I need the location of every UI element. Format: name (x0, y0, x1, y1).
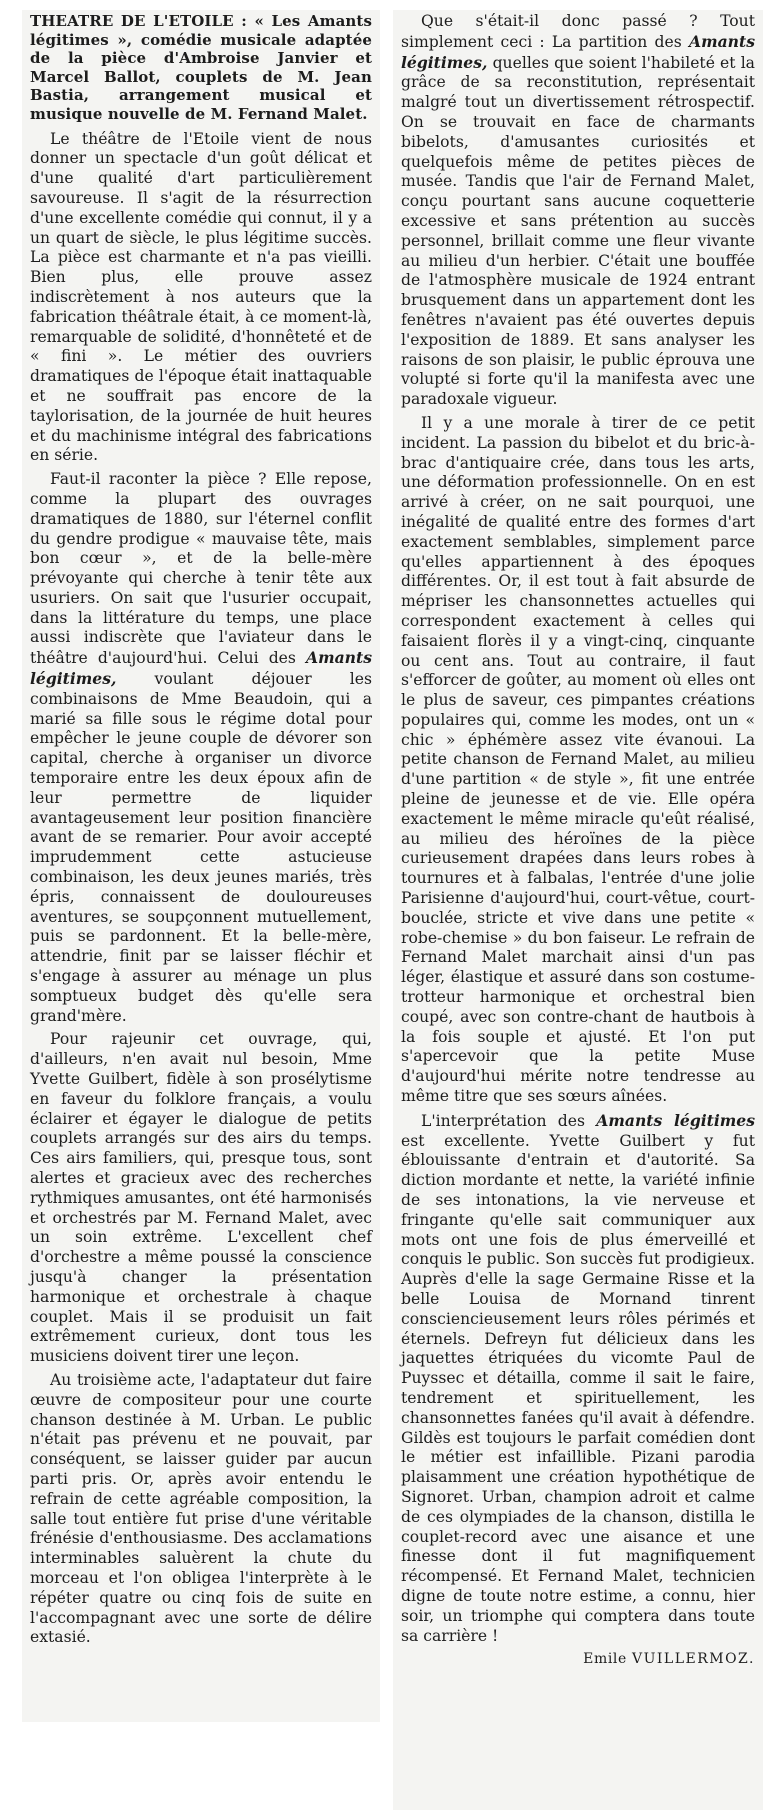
paragraph-3: Pour rajeunir cet ouvrage, qui, d'ailleurs, n'en avait nul besoin, Mme Yvette Guilbert, fidèle à son prosélytisme en faveur du folklore français, a voulu éclairer et égayer le dialogue de petits couplets arrangés sur des airs du temps. Ces airs familiers, qui, presque tous, sont alertes et gracieux avec des recherches rythmiques amusantes, ont été harmonisés et orchestrés par M. Fernand Malet, avec un soin extrême. L'excellent chef d'orchestre a même poussé la conscience jusqu'à changer la présentation harmonique et orchestrale à chaque couplet. Mais il se produisit un fait extrêmement curieux, dont tous les musiciens doivent tirer une leçon. (30, 1030, 372, 1366)
article-column-left (22, 10, 380, 1722)
play-title: Amants légitimes, (401, 31, 755, 72)
paragraph-6: Il y a une morale à tirer de ce petit incident. La passion du bibelot et du bric-à-brac d'antiquaire crée, dans tous les arts, une déformation professionnelle. On en est arrivé à créer, on ne sait pourquoi, une inégalité de qualité entre des formes d'art exactement semblables, simplement parce qu'elles appartiennent à des époques différentes. Or, il est tout à fait absurde de mépriser les chansonnettes actuelles qui correspondent exactement à celles qui faisaient florès il y a vingt-cinq, cinquante ou cent ans. Tout au contraire, il faut s'efforcer de goûter, au moment où elles ont le plus de saveur, ces pimpantes créations populaires qui, comme les modes, ont un « chic » éphémère assez vite évanoui. La petite chanson de Fernand Malet, au milieu d'une partition « de style », fit une entrée pleine de jeunesse et de vie. Elle opéra exactement le même miracle qu'eût réalisé, au milieu des héroïnes de la pièce curieusement drapées dans leurs robes à tournures et à falbalas, l'entrée d'une jolie Parisienne d'aujourd'hui, court-vêtue, court-bouclée, stricte et vive dans une petite « robe-chemise » du bon faiseur. Le refrain de Fernand Malet marchait ainsi d'un pas léger, élastique et assuré dans son costume-trotteur harmonique et orchestral bien coupé, avec son contre-chant de hautbois à la fois souple et ajusté. Et l'on put s'apercevoir que la petite Muse d'aujourd'hui mérite notre tendresse au même titre que ses sœurs aînées. (401, 413, 755, 1106)
article-column-right (393, 10, 763, 1810)
signature-first-name: Emile (583, 1651, 627, 1668)
author-signature (401, 1650, 755, 1670)
play-title: Amants légitimes, (30, 648, 372, 689)
paragraph-7: L'interprétation des Amants légitimes est excellente. Yvette Guilbert y fut éblouissante d'entrain et d'autorité. Sa diction mordante et nette, la variété infinie de ses intonations, la vie nerveuse et fringante qu'elle sait communiquer aux mots ont une fois de plus émerveillé et conquis le public. Son succès fut prodigieux. Auprès d'elle la sage Germaine Risse et la belle Louisa de Mornand tinrent consciencieusement leurs rôles périmés et éternels. Defreyn fut délicieux dans les jaquettes étriquées du vicomte Paul de Puyssec et détailla, comme il sait le faire, tendrement et spirituellement, les chansonnettes fanées qu'il avait à défendre. Gildès est toujours le parfait comédien dont le métier est infaillible. Pizani parodia plaisamment une création hypothétique de Signoret. Urban, champion adroit et calme de ces olympiades de la chanson, distilla le couplet-record avec une aisance et une finesse dont il fut magnifiquement récompensé. Et Fernand Malet, technicien digne de toute notre estime, a connu, hier soir, un triomphe qui comptera dans toute sa carrière ! (401, 1110, 755, 1645)
article-header (30, 12, 372, 124)
paragraph-5: Que s'était-il donc passé ? Tout simplement ceci : La partition des Amants légitimes, quelles que soient l'habileté et la grâce de sa reconstitution, représentait malgré tout un divertissement rétrospectif. On se trouvait en face de charmants bibelots, d'amusantes curiosités et quelquefois même de petites pièces de musée. Tandis que l'air de Fernand Malet, conçu pourtant sans aucune coquetterie excessive et sans prétention au succès personnel, brillait comme une fleur vivante au milieu d'un herbier. C'était une bouffée de l'atmosphère musicale de 1924 entrant brusquement dans un appartement dont les fenêtres n'avaient pas été ouvertes depuis l'exposition de 1889. Et sans analyser les raisons de son plaisir, le public éprouva une volupté si forte qu'il la manifesta avec une paradoxale vigueur. (401, 12, 755, 409)
play-title: Amants légitimes (596, 1110, 755, 1130)
paragraph-1: Le théâtre de l'Etoile vient de nous donner un spectacle d'un goût délicat et d'une qualité d'art particulièrement savoureuse. Il s'agit de la résurrection d'une excellente comédie qui connut, il y a un quart de siècle, le plus légitime succès. La pièce est charmante et n'a pas vieilli. Bien plus, elle prouve assez indiscrètement à nos auteurs que la fabrication théâtrale était, à ce moment-là, remarquable de solidité, d'honnêteté et de « fini ». Le métier des ouvriers dramatiques de l'époque était inattaquable et ne souffrait pas encore de la taylorisation, de la journée de huit heures et du machinisme intégral des fabrications en série. (30, 129, 372, 465)
header-text: THEATRE DE L'ETOILE : « Les Amants légitimes », comédie musicale adaptée de la pièce d'Ambroise Janvier et Marcel Ballot, couplets de M. Jean Bastia, arrangement musical et musique nouvelle de M. Fernand Malet. (30, 12, 372, 123)
paragraph-4: Au troisième acte, l'adaptateur dut faire œuvre de compositeur pour une courte chanson destinée à M. Urban. Le public n'était pas prévenu et ne pouvait, par conséquent, se laisser guider par aucun parti pris. Or, après avoir entendu le refrain de cette agréable composition, la salle tout entière fut prise d'une véritable frénésie d'enthousiasme. Des acclamations interminables saluèrent la chute du morceau et l'on obligea l'interprète à le répéter quatre ou cinq fois de suite en l'accompagnant avec une sorte de délire extasié. (30, 1370, 372, 1647)
paragraph-2: Faut-il raconter la pièce ? Elle repose, comme la plupart des ouvrages dramatiques de 1880, sur l'éternel conflit du gendre prodigue « mauvaise tête, mais bon cœur », et de la belle-mère prévoyante qui cherche à tenir tête aux usuriers. On sait que l'usurier occupait, dans la littérature du temps, une place aussi indiscrète que l'aviateur dans le théâtre d'aujourd'hui. Celui des Amants légitimes, voulant déjouer les combinaisons de Mme Beaudoin, qui a marié sa fille sous le régime dotal pour empêcher le jeune couple de dévorer son capital, cherche à organiser un divorce temporaire entre les deux époux afin de leur permettre de liquider avantageusement leur position financière avant de se remarier. Pour avoir accepté imprudemment cette astucieuse combinaison, les deux jeunes mariés, très épris, connaissent de douloureuses aventures, se soupçonnent mutuellement, puis se pardonnent. Et la belle-mère, attendrie, finit par se laisser fléchir et s'engage à assurer au ménage un plus somptueux budget dès qu'elle sera grand'mère. (30, 470, 372, 1025)
signature-last-name: VUILLERMOZ. (631, 1651, 755, 1668)
